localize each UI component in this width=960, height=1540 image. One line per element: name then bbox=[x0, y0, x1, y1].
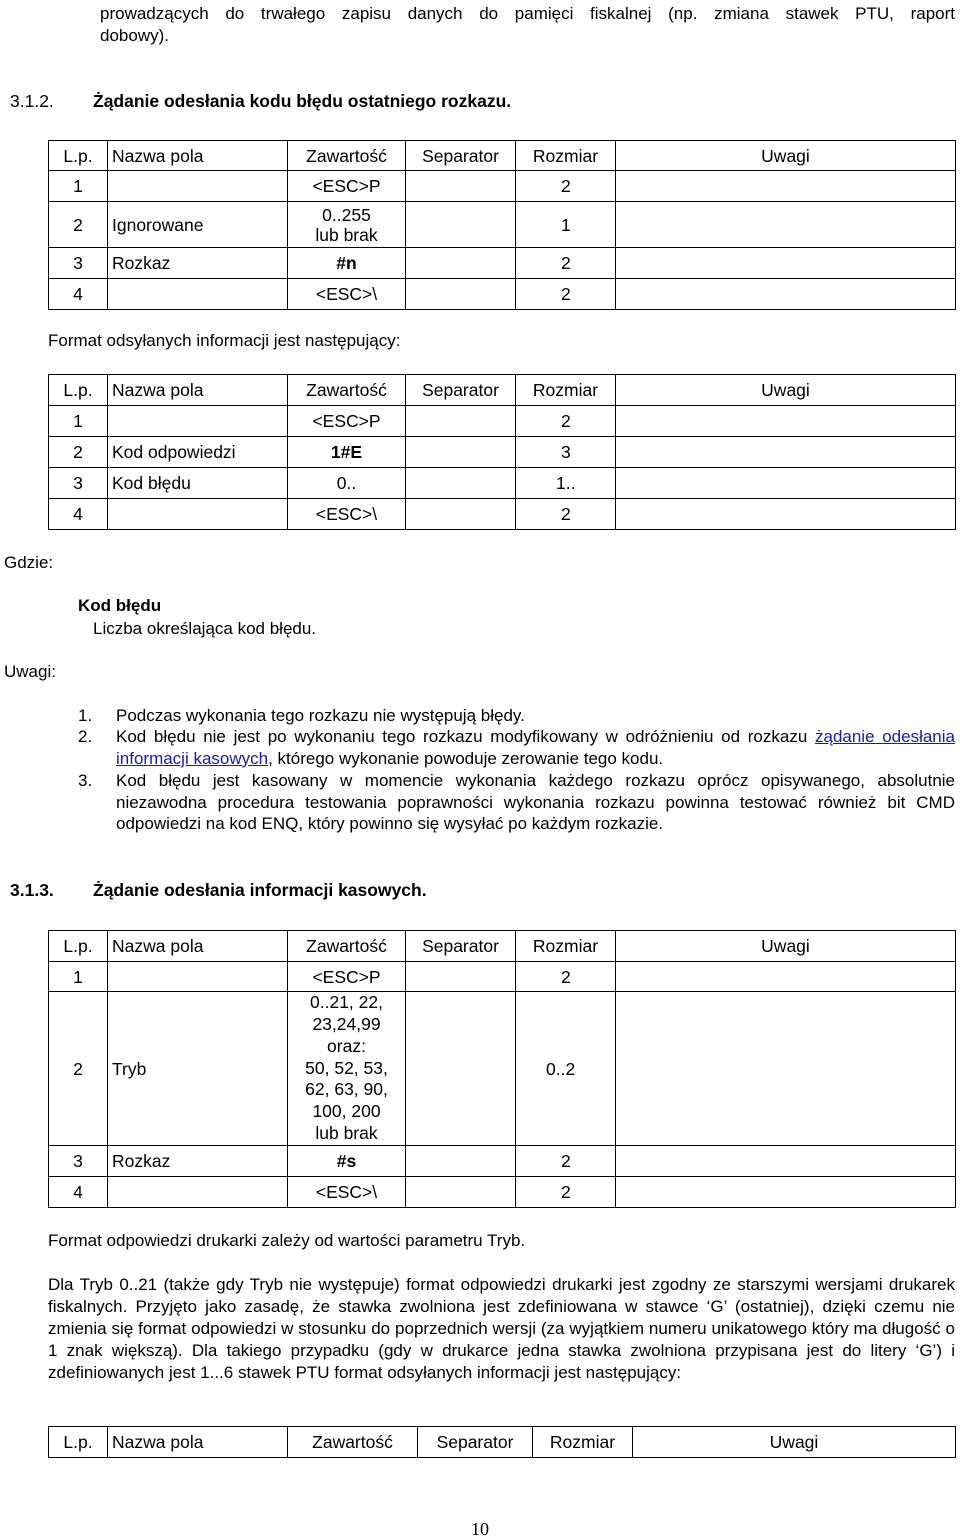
cell-content: #s bbox=[288, 1146, 406, 1177]
content-line: 100, 200 bbox=[312, 1101, 381, 1122]
cell-size: 2 bbox=[516, 1146, 616, 1177]
cell-name bbox=[108, 406, 288, 437]
cell-lp: 2 bbox=[49, 992, 108, 1146]
cell-content: <ESC>P bbox=[288, 962, 406, 992]
cell-size: 2 bbox=[516, 406, 616, 437]
cell-separator bbox=[406, 962, 516, 992]
content-line: 50, 52, 53, bbox=[305, 1057, 388, 1078]
cell-content: <ESC>\ bbox=[288, 1177, 406, 1208]
header-name: Nazwa pola bbox=[108, 375, 288, 406]
cell-notes bbox=[616, 437, 956, 468]
top-text-line1: prowadzących do trwałego zapisu danych do pamięci fiskalnej (np. zmiana stawek PTU, raport bbox=[100, 4, 955, 23]
cell-content: <ESC>\ bbox=[288, 499, 406, 530]
cell-size: 2 bbox=[516, 171, 616, 202]
format-description: Format odsyłanych informacji jest następujący: bbox=[48, 331, 401, 350]
cell-size: 1.. bbox=[516, 468, 616, 499]
cell-separator bbox=[406, 248, 516, 279]
header-separator: Separator bbox=[418, 1427, 533, 1458]
cell-separator bbox=[406, 468, 516, 499]
table-response-error-code bbox=[48, 374, 956, 530]
cell-notes bbox=[616, 171, 956, 202]
cell-content: 1#E bbox=[288, 437, 406, 468]
header-lp: L.p. bbox=[49, 141, 108, 171]
cell-lp: 1 bbox=[49, 171, 108, 202]
note-item-1 bbox=[78, 705, 955, 727]
cell-separator bbox=[406, 202, 516, 248]
link-request-cash-info[interactable]: żądanie odesłania informacji kasowych bbox=[116, 727, 955, 768]
cell-size: 0..2 bbox=[516, 992, 616, 1146]
cell-name bbox=[108, 499, 288, 530]
note-text-part: Kod błędu nie jest po wykonaniu tego rozkazu modyfikowany w odróżnieniu od rozkazu bbox=[116, 727, 815, 746]
table-row bbox=[49, 248, 956, 279]
cell-name: Rozkaz bbox=[108, 1146, 288, 1177]
header-content: Zawartość bbox=[288, 375, 406, 406]
note-text-part: , którego wykonanie powoduje zerowanie tego kodu. bbox=[268, 748, 664, 768]
table-response-cash-info bbox=[48, 1426, 956, 1458]
header-name: Nazwa pola bbox=[108, 141, 288, 171]
table-header-row bbox=[49, 141, 956, 171]
table-row bbox=[49, 202, 956, 248]
content-line: 0..21, 22, bbox=[310, 992, 383, 1013]
cell-name: Ignorowane bbox=[108, 202, 288, 248]
cell-notes bbox=[616, 962, 956, 992]
gdzie-label: Gdzie: bbox=[4, 553, 54, 572]
note-text bbox=[116, 726, 955, 769]
header-size: Rozmiar bbox=[533, 1427, 633, 1458]
note-number: 3. bbox=[78, 771, 93, 790]
content-line: 62, 63, 90, bbox=[305, 1079, 388, 1100]
table-header-row bbox=[49, 375, 956, 406]
cell-name bbox=[108, 962, 288, 992]
cell-name: Rozkaz bbox=[108, 248, 288, 279]
cell-name: Kod błędu bbox=[108, 468, 288, 499]
cell-separator bbox=[406, 992, 516, 1146]
header-lp: L.p. bbox=[49, 1427, 108, 1458]
cell-lp: 4 bbox=[49, 279, 108, 310]
cell-lp: 4 bbox=[49, 1177, 108, 1208]
note-number: 2. bbox=[78, 727, 93, 746]
cell-separator bbox=[406, 437, 516, 468]
cell-size: 2 bbox=[516, 248, 616, 279]
header-content: Zawartość bbox=[288, 1427, 418, 1458]
section-312-title: Żądanie odesłania kodu błędu ostatniego rozkazu. bbox=[93, 91, 512, 111]
table-row bbox=[49, 437, 956, 468]
cell-lp: 4 bbox=[49, 499, 108, 530]
content-line: lub brak bbox=[315, 1122, 378, 1143]
dla-tryb-paragraph: Dla Tryb 0..21 (także gdy Tryb nie występuje) format odpowiedzi drukarki jest zgodny ze starszymi wersjami drukarek fiskalnych. Przyjęto jako zasadę, że stawka zwolniona jest zdefiniowana w stawce ‘G’ (ostatniej), dzięki czemu nie zmienia się format odpowiedzi w stosunku do poprzednich wersji (za wyjątkiem numeru unikatowego który ma długość o 1 znak większą). Dla takiego przypadku (gdy w drukarce jedna stawka zwolniona przypisana jest do litery ‘G’) i zdefiniowanych jest 1...6 stawek PTU format odsyłanych informacji jest następujący: bbox=[48, 1275, 955, 1382]
content-line: oraz: bbox=[327, 1035, 366, 1056]
table-row bbox=[49, 279, 956, 310]
cell-name: Tryb bbox=[108, 992, 288, 1146]
cell-size: 2 bbox=[516, 1177, 616, 1208]
table-request-cash-info bbox=[48, 930, 956, 1208]
cell-notes bbox=[616, 248, 956, 279]
cell-separator bbox=[406, 1146, 516, 1177]
header-size: Rozmiar bbox=[516, 931, 616, 962]
cell-content bbox=[288, 992, 406, 1146]
note-text: Kod błędu jest kasowany w momencie wykonania każdego rozkazu oprócz opisywanego, absolutnie niezawodna procedura testowania poprawności wykonania rozkazu powinna testować również bit CMD odpowiedzi na kod ENQ, który powinno się wysyłać po każdym rozkazie. bbox=[116, 771, 955, 833]
header-separator: Separator bbox=[406, 141, 516, 171]
cell-size: 2 bbox=[516, 962, 616, 992]
cell-lp: 2 bbox=[49, 437, 108, 468]
header-separator: Separator bbox=[406, 931, 516, 962]
cell-separator bbox=[406, 279, 516, 310]
cell-name: Kod odpowiedzi bbox=[108, 437, 288, 468]
format-response-text: Format odpowiedzi drukarki zależy od wartości parametru Tryb. bbox=[48, 1231, 526, 1250]
header-size: Rozmiar bbox=[516, 141, 616, 171]
header-lp: L.p. bbox=[49, 375, 108, 406]
cell-content: <ESC>P bbox=[288, 171, 406, 202]
cell-lp: 3 bbox=[49, 1146, 108, 1177]
header-separator: Separator bbox=[406, 375, 516, 406]
table-row bbox=[49, 1177, 956, 1208]
cell-notes bbox=[616, 279, 956, 310]
cell-content: 0..255 lub brak bbox=[288, 202, 406, 248]
cell-name bbox=[108, 279, 288, 310]
cell-separator bbox=[406, 1177, 516, 1208]
cell-notes bbox=[616, 468, 956, 499]
cell-content: #n bbox=[288, 248, 406, 279]
header-size: Rozmiar bbox=[516, 375, 616, 406]
cell-separator bbox=[406, 499, 516, 530]
table-row bbox=[49, 962, 956, 992]
cell-lp: 2 bbox=[49, 202, 108, 248]
cell-notes bbox=[616, 499, 956, 530]
table-header-row bbox=[49, 1427, 956, 1458]
page-number: 10 bbox=[471, 1519, 489, 1539]
cell-content: <ESC>\ bbox=[288, 279, 406, 310]
cell-name bbox=[108, 1177, 288, 1208]
header-notes: Uwagi bbox=[616, 375, 956, 406]
kod-bledu-title: Kod błędu bbox=[78, 596, 162, 615]
cell-notes bbox=[616, 1146, 956, 1177]
table-row bbox=[49, 171, 956, 202]
cell-separator bbox=[406, 406, 516, 437]
note-item-2 bbox=[78, 726, 955, 769]
cell-name bbox=[108, 171, 288, 202]
table-row bbox=[49, 468, 956, 499]
header-name: Nazwa pola bbox=[108, 931, 288, 962]
header-content: Zawartość bbox=[288, 931, 406, 962]
header-notes: Uwagi bbox=[616, 931, 956, 962]
cell-notes bbox=[616, 1177, 956, 1208]
section-313-title: Żądanie odesłania informacji kasowych. bbox=[93, 880, 427, 900]
cell-lp: 1 bbox=[49, 406, 108, 437]
cell-size: 3 bbox=[516, 437, 616, 468]
cell-notes bbox=[616, 202, 956, 248]
content-line: 23,24,99 bbox=[312, 1014, 381, 1034]
cell-notes bbox=[616, 406, 956, 437]
kod-bledu-description: Liczba określająca kod błędu. bbox=[93, 619, 317, 638]
table-row bbox=[49, 992, 956, 1146]
header-name: Nazwa pola bbox=[108, 1427, 288, 1458]
cell-lp: 1 bbox=[49, 962, 108, 992]
table-row bbox=[49, 1146, 956, 1177]
section-312-number: 3.1.2. bbox=[10, 91, 54, 111]
note-number: 1. bbox=[78, 706, 93, 725]
cell-size: 1 bbox=[516, 202, 616, 248]
header-notes: Uwagi bbox=[616, 141, 956, 171]
header-content: Zawartość bbox=[288, 141, 406, 171]
cell-size: 2 bbox=[516, 279, 616, 310]
note-item-3 bbox=[78, 770, 955, 835]
cell-lp: 3 bbox=[49, 248, 108, 279]
cell-notes bbox=[616, 992, 956, 1146]
uwagi-label: Uwagi: bbox=[4, 662, 56, 681]
table-row bbox=[49, 499, 956, 530]
cell-content: 0.. bbox=[288, 468, 406, 499]
table-row bbox=[49, 406, 956, 437]
cell-separator bbox=[406, 171, 516, 202]
header-notes: Uwagi bbox=[633, 1427, 956, 1458]
table-header-row bbox=[49, 931, 956, 962]
cell-lp: 3 bbox=[49, 468, 108, 499]
top-text-line2: dobowy). bbox=[100, 26, 169, 45]
table-request-error-code bbox=[48, 140, 956, 310]
note-text: Podczas wykonania tego rozkazu nie występują błędy. bbox=[116, 706, 525, 725]
cell-content: <ESC>P bbox=[288, 406, 406, 437]
header-lp: L.p. bbox=[49, 931, 108, 962]
section-313-number: 3.1.3. bbox=[10, 880, 54, 900]
cell-size: 2 bbox=[516, 499, 616, 530]
